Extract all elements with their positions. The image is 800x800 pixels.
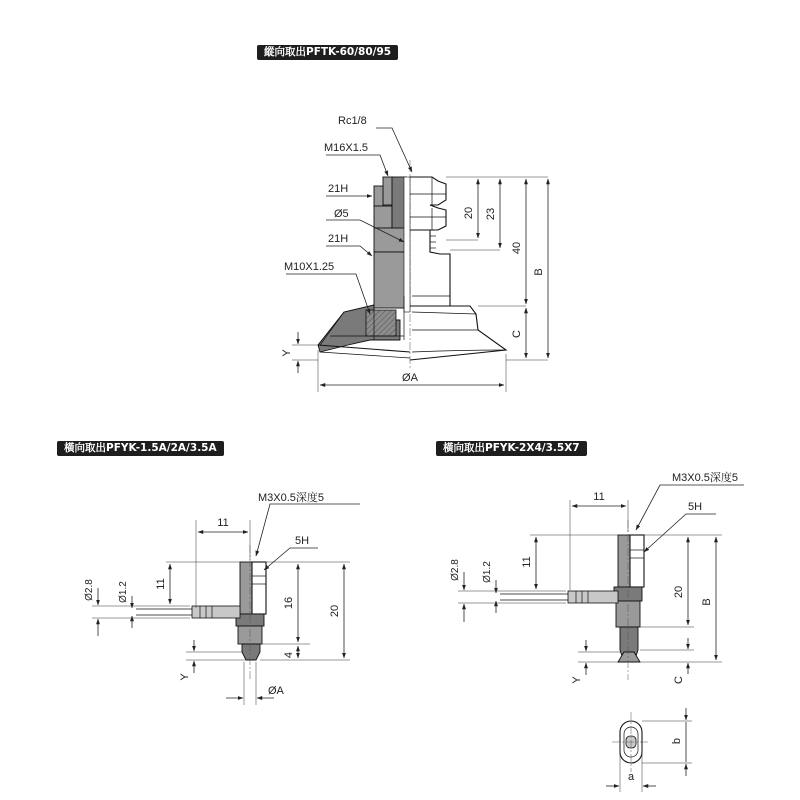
- pftk-label-m10: M10X1.25: [284, 261, 335, 273]
- pftk-dim-b: B: [533, 268, 545, 276]
- pfyk-oval-dim-20: 20: [673, 585, 685, 599]
- pfyk-oval-label-5h: 5H: [688, 501, 703, 513]
- pfyk-small-dim-dia2-8: Ø2.8: [84, 579, 95, 601]
- pfyk-oval-dim-11-vertical: 11: [521, 556, 533, 568]
- pfyk-oval-dim-c: C: [673, 676, 685, 684]
- pfyk-oval-label-m3: M3X0.5深度5: [672, 472, 739, 484]
- pfyk-oval-fitting: [500, 520, 644, 680]
- pftk-outline-right-half: [410, 177, 506, 360]
- oval-dim-a: a: [627, 771, 635, 783]
- pfyk-oval-dim-b: B: [701, 598, 713, 606]
- pfyk-small-drawing: [84, 490, 360, 705]
- pfyk-small-dim-diameter-a: ØA: [268, 685, 284, 697]
- pfyk-small-label-m3: M3X0.5深度5: [258, 492, 325, 504]
- pftk-label-dia5: Ø5: [334, 208, 349, 220]
- pftk-label-21h-lower: 21H: [328, 233, 349, 245]
- pfyk-oval-barb-tube: [568, 591, 618, 603]
- pftk-dim-20: 20: [463, 206, 475, 220]
- pfyk-small-dim-16: 16: [283, 596, 295, 610]
- pfyk-small-dim-11-horizontal: 11: [217, 517, 229, 529]
- pftk-dim-23: 23: [485, 207, 497, 221]
- pfyk-oval-dim-11-horizontal: 11: [593, 491, 605, 503]
- oval-dim-b: b: [671, 737, 683, 745]
- pftk-dim-diameter-a: ØA: [402, 372, 418, 384]
- pftk-dim-c: C: [511, 330, 523, 338]
- pfyk-small-dim-y: Y: [179, 673, 191, 681]
- left-drawing-title: 橫向取出PFYK-1.5A/2A/3.5A: [57, 441, 224, 456]
- pftk-hex-nut-lower: [374, 206, 392, 228]
- pfyk-oval-dim-dia1-2: Ø1.2: [482, 561, 493, 583]
- pftk-dim-40: 40: [511, 241, 523, 255]
- pftk-dim-y: Y: [281, 349, 293, 357]
- pftk-label-m16: M16X1.5: [324, 142, 369, 154]
- pfyk-small-dim-11-vertical: 11: [155, 578, 167, 590]
- pfyk-oval-drawing: [450, 470, 744, 792]
- pftk-label-21h-upper: 21H: [328, 183, 349, 195]
- oval-cup-bottom-view: [606, 708, 692, 792]
- pfyk-oval-dim-y: Y: [571, 676, 583, 684]
- pftk-vertical-drawing: [281, 115, 548, 392]
- right-drawing-title: 橫向取出PFYK-2X4/3.5X7: [436, 441, 587, 456]
- pfyk-oval-dim-dia2-8: Ø2.8: [450, 559, 461, 581]
- pfyk-small-dim-20: 20: [329, 604, 341, 618]
- pftk-hatched-adapter: [366, 310, 396, 336]
- pftk-hex-nut-upper: [383, 177, 393, 205]
- pfyk-small-barb-tube: [192, 606, 240, 618]
- pftk-label-rc: Rc1/8: [338, 115, 367, 127]
- pfyk-small-dim-4: 4: [283, 651, 295, 659]
- top-drawing-title: 縱向取出PFTK-60/80/95: [257, 45, 398, 60]
- pfyk-small-dim-dia1-2: Ø1.2: [118, 581, 129, 603]
- pfyk-small-label-5h: 5H: [295, 535, 310, 547]
